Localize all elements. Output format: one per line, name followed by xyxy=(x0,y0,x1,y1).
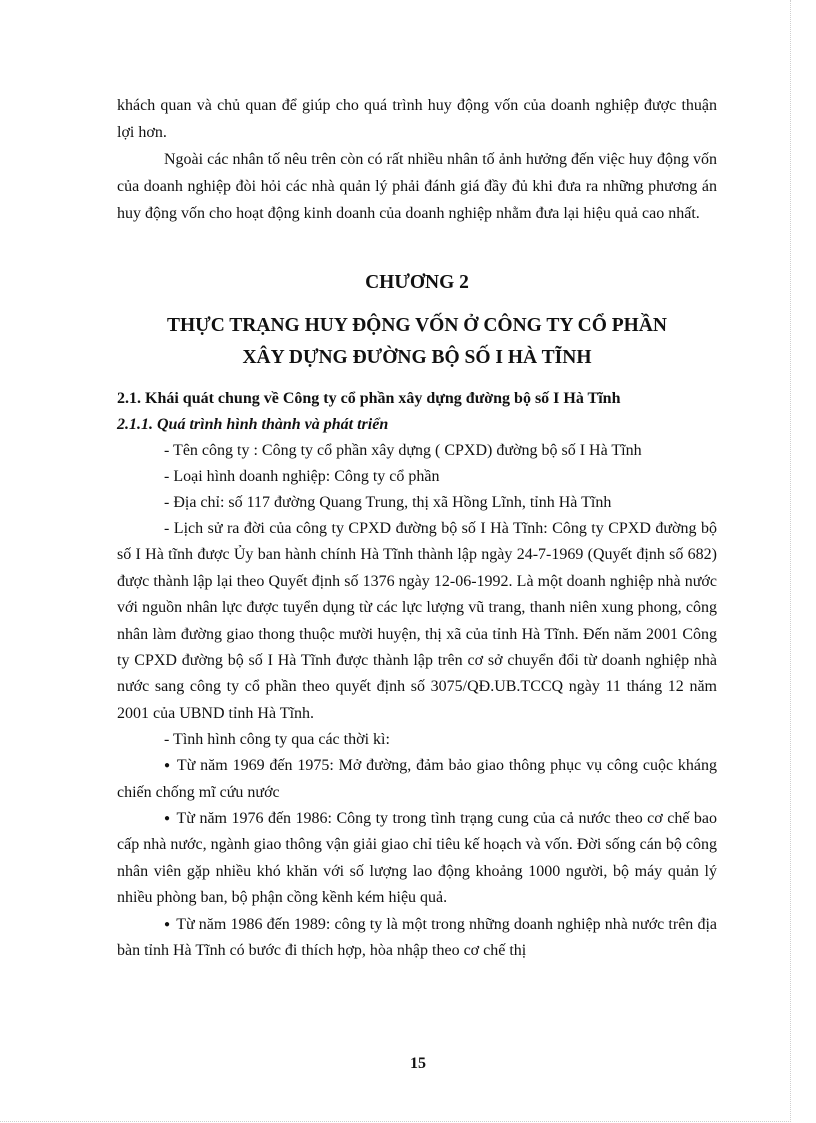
bullet-item xyxy=(117,912,717,965)
subsection-heading: 2.1.1. Quá trình hình thành và phát triển xyxy=(117,416,389,433)
bullet-icon: ● xyxy=(164,813,171,825)
chapter-title-line-2: XÂY DỰNG ĐƯỜNG BỘ SỐ I HÀ TĨNH xyxy=(242,347,592,368)
section-heading: 2.1. Khái quát chung về Công ty cổ phần xây dựng đường bộ số I Hà Tĩnh xyxy=(117,390,621,407)
page-number: 15 xyxy=(410,1055,426,1072)
intro-paragraph-1: khách quan và chủ quan để giúp cho quá trình huy động vốn của doanh nghiệp được thuận lợi hơn. xyxy=(117,97,717,141)
bullet-icon: ● xyxy=(164,918,171,930)
document-body xyxy=(117,92,717,965)
bullet-text: Từ năm 1976 đến 1986: Công ty trong tình trạng cung của cả nước theo cơ chế bao cấp nhà nước, ngành giao thông vận giải giao chỉ tiêu kế hoạch và vốn. Đời sống cán bộ công nhân viên gặp nhiều khó khăn với số lượng lao động khoảng 1000 người, bộ máy quản lý nhiều phòng ban, bộ phận cồng kềnh kém hiệu quả. xyxy=(117,810,717,907)
bullet-text: Từ năm 1986 đến 1989: công ty là một trong những doanh nghiệp nhà nước trên địa bàn tỉnh Hà Tĩnh có bước đi thích hợp, hòa nhập theo cơ chế thị xyxy=(117,915,718,960)
history-paragraph: - Lịch sử ra đời của công ty CPXD đường bộ số I Hà Tĩnh: Công ty CPXD đường bộ số I Hà tĩnh được Ủy ban hành chính Hà Tĩnh thành lập ngày 24-7-1969 (Quyết định số 682) được thành lập lại theo Quyết định số 1376 ngày 12-06-1992. Là một doanh nghiệp nhà nước với nguồn nhân lực được tuyển dụng từ các lực lượng vũ trang, thanh niên xung phong, công nhân làm đường giao thong thuộc mười huyện, thị xã của tỉnh Hà Tĩnh. Đến năm 2001 Công ty CPXD đường bộ số I Hà Tĩnh được thành lập trên cơ sở chuyển đổi từ doanh nghiệp nhà nước sang công ty cổ phần theo quyết định số 3075/QĐ.UB.TCCQ ngày 11 tháng 12 năm 2001 của UBND tỉnh Hà Tĩnh. xyxy=(117,520,717,722)
company-name-item: - Tên công ty : Công ty cổ phần xây dựng ( CPXD) đường bộ số I Hà Tĩnh xyxy=(164,442,642,459)
situation-label: - Tình hình công ty qua các thời kì: xyxy=(164,731,390,749)
chapter-title xyxy=(117,310,717,374)
chapter-title-line-1: THỰC TRẠNG HUY ĐỘNG VỐN Ở CÔNG TY CỔ PHẦN xyxy=(167,315,667,336)
bullet-icon: ● xyxy=(164,760,171,772)
bullet-item xyxy=(117,753,717,806)
bullet-text: Từ năm 1969 đến 1975: Mở đường, đảm bảo giao thông phục vụ công cuộc kháng chiến chống mĩ cứu nước xyxy=(117,757,717,801)
bullet-item xyxy=(117,806,717,912)
chapter-label: CHƯƠNG 2 xyxy=(365,272,469,293)
company-type-item: - Loại hình doanh nghiệp: Công ty cổ phần xyxy=(164,468,440,485)
intro-paragraph-2: Ngoài các nhân tố nêu trên còn có rất nhiều nhân tố ảnh hưởng đến việc huy động vốn của doanh nghiệp đòi hỏi các nhà quản lý phải đánh giá đầy đủ khi đưa ra những phương án huy động vốn cho hoạt động kinh doanh của doanh nghiệp nhằm đưa lại hiệu quả cao nhất. xyxy=(117,151,717,222)
company-address-item: - Địa chỉ: số 117 đường Quang Trung, thị xã Hồng Lĩnh, tỉnh Hà Tĩnh xyxy=(164,494,612,511)
